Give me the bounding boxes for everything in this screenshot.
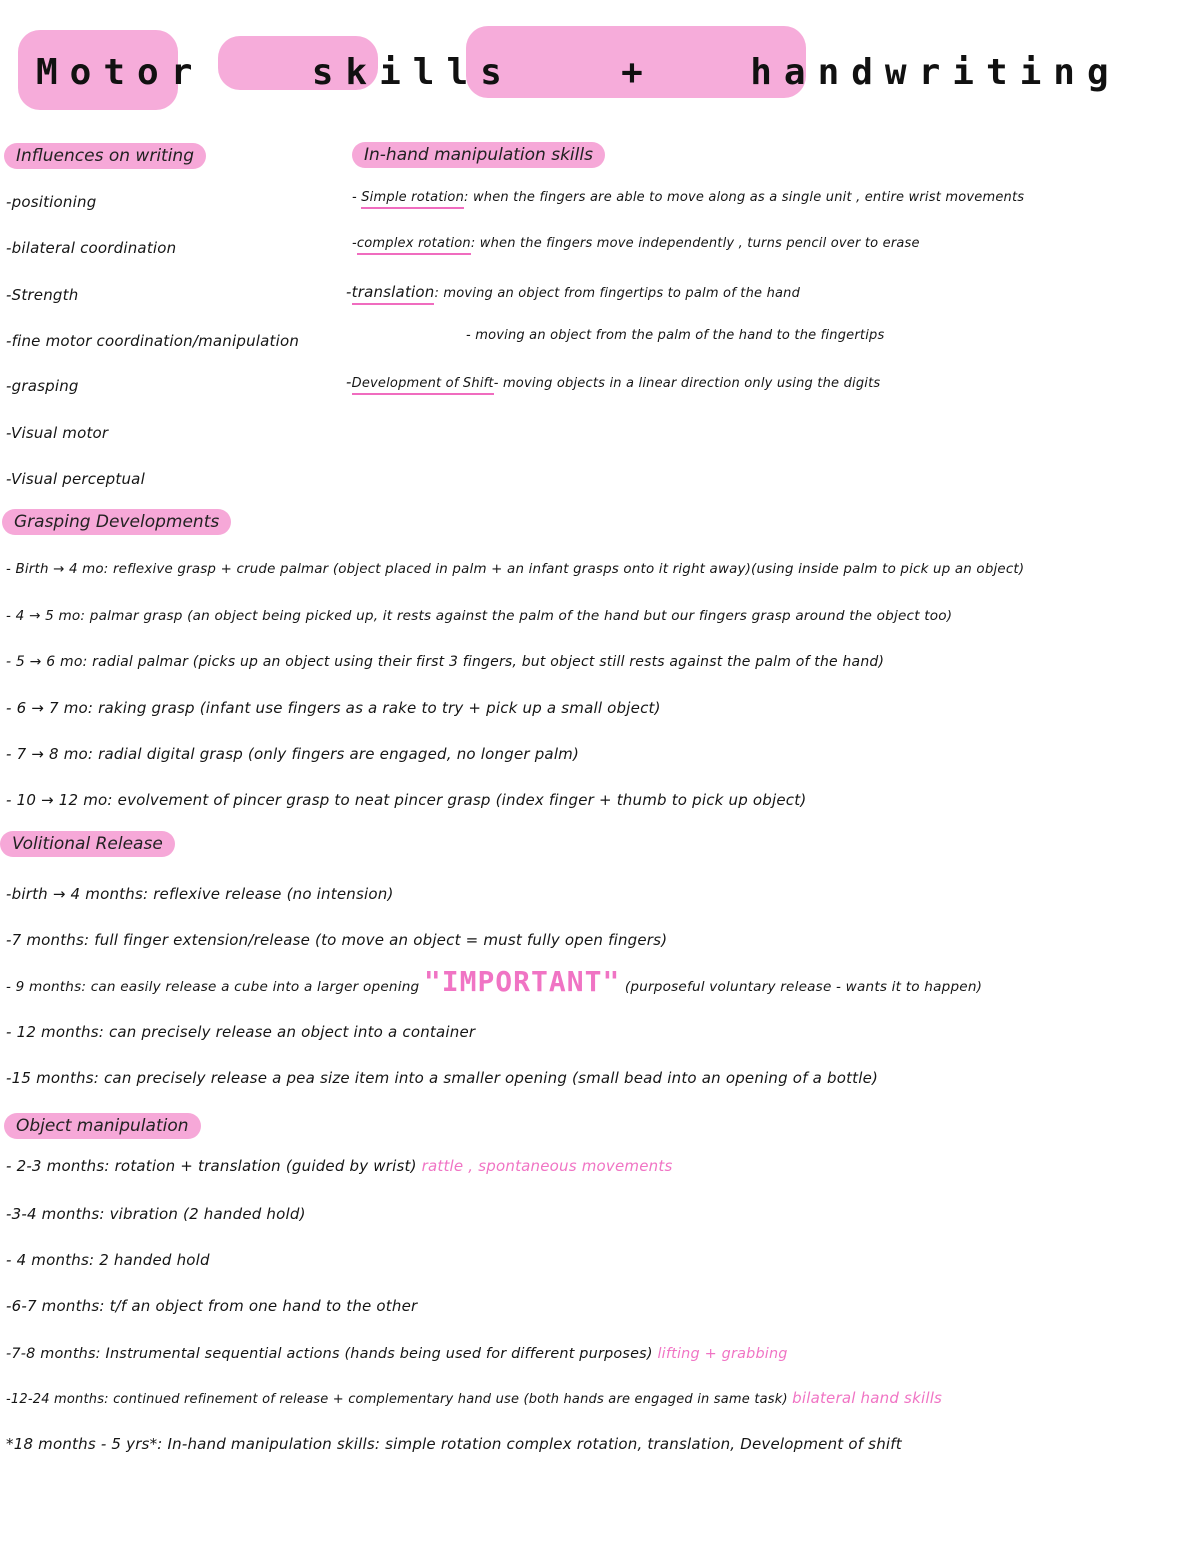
influence-item: -Visual perceptual [6, 470, 145, 488]
object-item-note: lifting + grabbing [657, 1346, 788, 1362]
inhand-translation: -translation: moving an object from fingertips to palm of the hand [346, 282, 800, 304]
title-word-handwriting: handwriting [750, 52, 1121, 93]
complex-rotation-def: : when the fingers move independently , turns pencil over to erase [470, 236, 920, 251]
object-item: -6-7 months: t/f an object from one hand to the other [6, 1297, 418, 1315]
page-title [36, 52, 1121, 93]
inhand-simple: - Simple rotation: when the fingers are able to move along as a single unit , entire wrist movements [352, 188, 1024, 208]
simple-rotation-term: Simple rotation [361, 190, 464, 209]
grasping-item: - 7 → 8 mo: radial digital grasp (only fingers are engaged, no longer palm) [6, 745, 580, 763]
influence-item: -positioning [6, 193, 97, 211]
title-word-motor: Motor [36, 52, 205, 93]
title-plus: + [621, 52, 655, 93]
grasping-item: - 5 → 6 mo: radial palmar (picks up an object using their first 3 fingers, but object still rests against the palm of the hand) [6, 654, 885, 670]
complex-rotation-term: complex rotation [357, 236, 471, 255]
volitional-item: - 12 months: can precisely release an object into a container [6, 1023, 476, 1041]
object-item: - 4 months: 2 handed hold [6, 1251, 210, 1269]
object-item [6, 1156, 672, 1176]
grasping-item: - Birth → 4 mo: reflexive grasp + crude palmar (object placed in palm + an infant grasps onto it right away)(using inside palm to pick up an object) [6, 562, 1025, 577]
object-item-note: rattle , spontaneous movements [421, 1157, 673, 1175]
influence-item: -bilateral coordination [6, 239, 177, 257]
volitional-item: -7 months: full finger extension/release (to move an object = must fully open fingers) [6, 931, 668, 949]
shift-term: Development of Shift [352, 376, 494, 395]
object-item [6, 1388, 942, 1410]
volitional-nine-months [6, 965, 983, 998]
influence-item: -grasping [6, 377, 79, 395]
grasping-item: - 4 → 5 mo: palmar grasp (an object being picked up, it rests against the palm of the hand but our fingers grasp around the object too) [6, 608, 953, 624]
object-item-text: -12-24 months: continued refinement of release + complementary hand use (both hands are engaged in same task) [6, 1392, 788, 1407]
volitional-header: Volitional Release [0, 831, 175, 857]
volitional-item: -birth → 4 months: reflexive release (no intension) [6, 885, 394, 903]
object-item-text: - 2-3 months: rotation + translation (guided by wrist) [6, 1157, 417, 1175]
object-item-text: -7-8 months: Instrumental sequential actions (hands being used for different purposes) [6, 1346, 653, 1362]
influences-header: Influences on writing [4, 143, 206, 169]
influence-item: -Visual motor [6, 424, 109, 442]
translation-def-1: : moving an object from fingertips to palm of the hand [434, 286, 801, 301]
object-item: -3-4 months: vibration (2 handed hold) [6, 1205, 306, 1223]
grasping-item: - 10 → 12 mo: evolvement of pincer grasp to neat pincer grasp (index finger + thumb to pick up object) [6, 791, 807, 809]
inhand-header: In-hand manipulation skills [352, 142, 605, 168]
object-item: *18 months - 5 yrs*: In-hand manipulation skills: simple rotation complex rotation, translation, Development of shift [6, 1435, 902, 1453]
influence-item: -fine motor coordination/manipulation [6, 332, 300, 350]
volitional-item: -15 months: can precisely release a pea size item into a smaller opening (small bead into an opening of a bottle) [6, 1069, 879, 1087]
inhand-translation-2: - moving an object from the palm of the hand to the fingertips [466, 328, 885, 343]
shift-def: - moving objects in a linear direction only using the digits [493, 376, 881, 391]
object-item [6, 1344, 788, 1364]
simple-rotation-def: : when the fingers are able to move along as a single unit , entire wrist movements [464, 190, 1025, 205]
title-word-skills: skills [311, 52, 514, 93]
influence-item: -Strength [6, 286, 79, 304]
nine-months-note: (purposeful voluntary release - wants it to happen) [624, 979, 983, 995]
grasping-header: Grasping Developments [2, 509, 231, 535]
grasping-item: - 6 → 7 mo: raking grasp (infant use fingers as a rake to try + pick up a small object) [6, 699, 661, 717]
nine-months-text: - 9 months: can easily release a cube into a larger opening [6, 979, 420, 995]
translation-term: translation [352, 283, 435, 305]
inhand-shift: -Development of Shift- moving objects in a linear direction only using the digits [346, 372, 880, 394]
object-item-note: bilateral hand skills [792, 1389, 943, 1407]
object-header: Object manipulation [4, 1113, 201, 1139]
inhand-complex: -complex rotation: when the fingers move independently , turns pencil over to erase [352, 234, 920, 254]
important-label: "IMPORTANT" [423, 965, 621, 998]
title-block [18, 22, 1121, 102]
